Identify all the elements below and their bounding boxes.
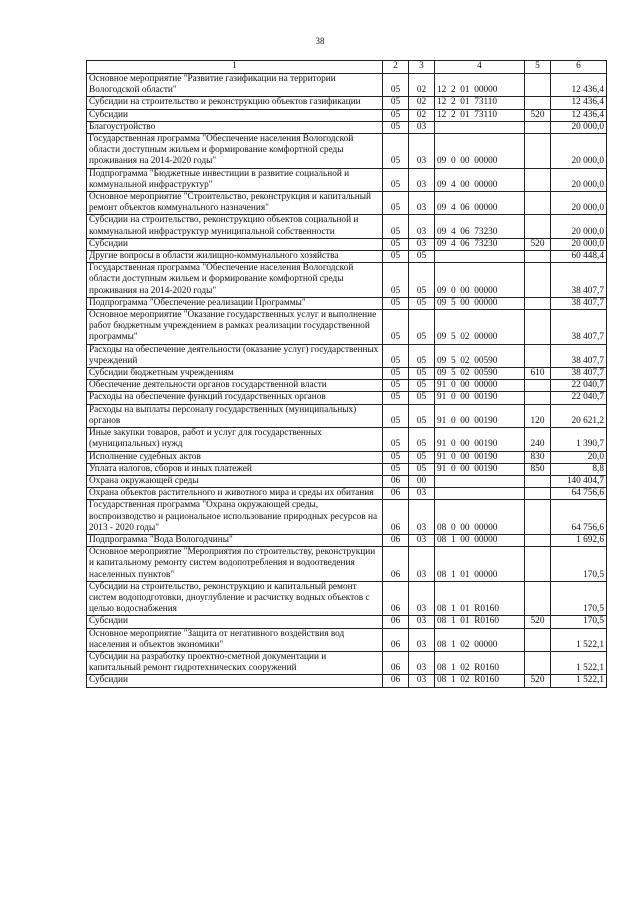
section-code-cell: 06 bbox=[383, 488, 409, 500]
table-row bbox=[87, 488, 607, 500]
table-row bbox=[87, 392, 607, 404]
subsection-code-cell: 05 bbox=[409, 380, 435, 392]
expense-type-code-cell bbox=[525, 488, 551, 500]
section-code-cell: 05 bbox=[383, 74, 409, 97]
table-row bbox=[87, 534, 607, 546]
section-code-cell: 05 bbox=[383, 344, 409, 367]
expense-type-code-cell: 850 bbox=[525, 463, 551, 475]
row-name-cell: Расходы на выплаты персоналу государственных (муниципальных) органов bbox=[87, 404, 383, 427]
amount-cell: 8,8 bbox=[551, 463, 607, 475]
subsection-code-cell: 03 bbox=[409, 628, 435, 651]
table-row bbox=[87, 380, 607, 392]
table-row bbox=[87, 451, 607, 463]
subsection-code-cell: 05 bbox=[409, 297, 435, 309]
section-code-cell: 05 bbox=[383, 392, 409, 404]
row-name-cell: Расходы на обеспечение деятельности (оказание услуг) государственных учреждений bbox=[87, 344, 383, 367]
target-article-code-cell bbox=[435, 121, 525, 133]
subsection-code-cell: 02 bbox=[409, 74, 435, 97]
expense-type-code-cell: 520 bbox=[525, 238, 551, 250]
expense-type-code-cell bbox=[525, 121, 551, 133]
column-header: 6 bbox=[551, 61, 607, 74]
amount-cell: 38 407,7 bbox=[551, 368, 607, 380]
amount-cell: 20 000,0 bbox=[551, 168, 607, 191]
target-article-code-cell: 09 5 02 00590 bbox=[435, 344, 525, 367]
target-article-code-cell: 09 4 06 73230 bbox=[435, 215, 525, 238]
table-row bbox=[87, 168, 607, 191]
target-article-code-cell: 09 5 02 00590 bbox=[435, 368, 525, 380]
subsection-code-cell: 02 bbox=[409, 109, 435, 121]
subsection-code-cell: 05 bbox=[409, 251, 435, 263]
amount-cell: 38 407,7 bbox=[551, 310, 607, 345]
budget-table bbox=[86, 60, 607, 688]
subsection-code-cell: 05 bbox=[409, 451, 435, 463]
table-row bbox=[87, 297, 607, 309]
section-code-cell: 06 bbox=[383, 547, 409, 582]
subsection-code-cell: 05 bbox=[409, 428, 435, 451]
expense-type-code-cell bbox=[525, 97, 551, 109]
column-header: 1 bbox=[87, 61, 383, 74]
subsection-code-cell: 02 bbox=[409, 97, 435, 109]
subsection-code-cell: 05 bbox=[409, 368, 435, 380]
amount-cell: 12 436,4 bbox=[551, 109, 607, 121]
subsection-code-cell: 03 bbox=[409, 121, 435, 133]
target-article-code-cell: 91 0 00 00000 bbox=[435, 380, 525, 392]
expense-type-code-cell bbox=[525, 168, 551, 191]
section-code-cell: 05 bbox=[383, 238, 409, 250]
expense-type-code-cell bbox=[525, 263, 551, 298]
expense-type-code-cell: 520 bbox=[525, 616, 551, 628]
target-article-code-cell: 09 4 06 73230 bbox=[435, 238, 525, 250]
subsection-code-cell: 05 bbox=[409, 392, 435, 404]
row-name-cell: Уплата налогов, сборов и иных платежей bbox=[87, 463, 383, 475]
table-row bbox=[87, 616, 607, 628]
section-code-cell: 05 bbox=[383, 463, 409, 475]
amount-cell: 20 000,0 bbox=[551, 134, 607, 169]
section-code-cell: 05 bbox=[383, 168, 409, 191]
section-code-cell: 05 bbox=[383, 451, 409, 463]
page-number: 38 bbox=[315, 36, 325, 46]
row-name-cell: Другие вопросы в области жилищно-коммунального хозяйства bbox=[87, 251, 383, 263]
subsection-code-cell: 05 bbox=[409, 404, 435, 427]
expense-type-code-cell bbox=[525, 547, 551, 582]
expense-type-code-cell bbox=[525, 500, 551, 535]
expense-type-code-cell bbox=[525, 310, 551, 345]
row-name-cell: Основное мероприятие "Строительство, реконструкция и капитальный ремонт объектов коммунального назначения" bbox=[87, 192, 383, 215]
row-name-cell: Субсидии на строительство, реконструкцию объектов социальной и коммунальной инфраструктур муниципальной собственности bbox=[87, 215, 383, 238]
target-article-code-cell: 08 1 00 00000 bbox=[435, 534, 525, 546]
table-row bbox=[87, 310, 607, 345]
subsection-code-cell: 00 bbox=[409, 475, 435, 487]
section-code-cell: 05 bbox=[383, 380, 409, 392]
target-article-code-cell: 12 2 01 73110 bbox=[435, 109, 525, 121]
row-name-cell: Исполнение судебных актов bbox=[87, 451, 383, 463]
target-article-code-cell: 91 0 00 00190 bbox=[435, 463, 525, 475]
expense-type-code-cell bbox=[525, 297, 551, 309]
row-name-cell: Подпрограмма "Вода Вологодчины" bbox=[87, 534, 383, 546]
table-row bbox=[87, 547, 607, 582]
row-name-cell: Государственная программа "Обеспечение населения Вологодской области доступным жильем и формирование комфортной среды проживания на 2014-2020 годы" bbox=[87, 263, 383, 298]
section-code-cell: 06 bbox=[383, 534, 409, 546]
target-article-code-cell: 09 5 00 00000 bbox=[435, 297, 525, 309]
expense-type-code-cell: 610 bbox=[525, 368, 551, 380]
table-row bbox=[87, 475, 607, 487]
target-article-code-cell: 08 1 02 00000 bbox=[435, 628, 525, 651]
row-name-cell: Субсидии bbox=[87, 109, 383, 121]
subsection-code-cell: 03 bbox=[409, 651, 435, 674]
target-article-code-cell: 91 0 00 00190 bbox=[435, 428, 525, 451]
amount-cell: 20 000,0 bbox=[551, 215, 607, 238]
amount-cell: 20 621,2 bbox=[551, 404, 607, 427]
amount-cell: 170,5 bbox=[551, 547, 607, 582]
row-name-cell: Субсидии bbox=[87, 675, 383, 687]
table-row bbox=[87, 192, 607, 215]
table-header-row bbox=[87, 61, 607, 74]
subsection-code-cell: 05 bbox=[409, 310, 435, 345]
expense-type-code-cell bbox=[525, 344, 551, 367]
target-article-code-cell: 12 2 01 73110 bbox=[435, 97, 525, 109]
amount-cell: 20,0 bbox=[551, 451, 607, 463]
expense-type-code-cell bbox=[525, 628, 551, 651]
target-article-code-cell: 08 1 01 R0160 bbox=[435, 616, 525, 628]
section-code-cell: 05 bbox=[383, 310, 409, 345]
table-row bbox=[87, 74, 607, 97]
table-row bbox=[87, 97, 607, 109]
row-name-cell: Субсидии на разработку проектно-сметной документации и капитальный ремонт гидротехнических сооружений bbox=[87, 651, 383, 674]
subsection-code-cell: 03 bbox=[409, 238, 435, 250]
amount-cell: 22 040,7 bbox=[551, 392, 607, 404]
table-row bbox=[87, 121, 607, 133]
expense-type-code-cell: 520 bbox=[525, 675, 551, 687]
subsection-code-cell: 03 bbox=[409, 192, 435, 215]
amount-cell: 38 407,7 bbox=[551, 263, 607, 298]
section-code-cell: 06 bbox=[383, 500, 409, 535]
subsection-code-cell: 05 bbox=[409, 463, 435, 475]
table-row bbox=[87, 368, 607, 380]
column-header: 4 bbox=[435, 61, 525, 74]
target-article-code-cell bbox=[435, 488, 525, 500]
target-article-code-cell: 91 0 00 00190 bbox=[435, 392, 525, 404]
expense-type-code-cell bbox=[525, 74, 551, 97]
expense-type-code-cell bbox=[525, 475, 551, 487]
row-name-cell: Основное мероприятие "Развитие газификации на территории Вологодской области" bbox=[87, 74, 383, 97]
amount-cell: 1 692,6 bbox=[551, 534, 607, 546]
table-row bbox=[87, 628, 607, 651]
target-article-code-cell: 08 1 01 R0160 bbox=[435, 581, 525, 616]
amount-cell: 140 404,7 bbox=[551, 475, 607, 487]
section-code-cell: 06 bbox=[383, 675, 409, 687]
section-code-cell: 06 bbox=[383, 616, 409, 628]
row-name-cell: Благоустройство bbox=[87, 121, 383, 133]
section-code-cell: 05 bbox=[383, 215, 409, 238]
amount-cell: 12 436,4 bbox=[551, 97, 607, 109]
amount-cell: 38 407,7 bbox=[551, 344, 607, 367]
subsection-code-cell: 03 bbox=[409, 616, 435, 628]
row-name-cell: Охрана окружающей среды bbox=[87, 475, 383, 487]
subsection-code-cell: 03 bbox=[409, 488, 435, 500]
subsection-code-cell: 03 bbox=[409, 581, 435, 616]
column-header: 2 bbox=[383, 61, 409, 74]
amount-cell: 20 000,0 bbox=[551, 238, 607, 250]
target-article-code-cell: 08 0 00 00000 bbox=[435, 500, 525, 535]
row-name-cell: Подпрограмма "Обеспечение реализации Программы" bbox=[87, 297, 383, 309]
amount-cell: 12 436,4 bbox=[551, 74, 607, 97]
table-row bbox=[87, 675, 607, 687]
amount-cell: 22 040,7 bbox=[551, 380, 607, 392]
row-name-cell: Основное мероприятие "Оказание государственных услуг и выполнение работ бюджетным учреждением в рамках реализации государственной программы" bbox=[87, 310, 383, 345]
subsection-code-cell: 03 bbox=[409, 500, 435, 535]
subsection-code-cell: 03 bbox=[409, 675, 435, 687]
expense-type-code-cell bbox=[525, 581, 551, 616]
section-code-cell: 05 bbox=[383, 134, 409, 169]
amount-cell: 1 522,1 bbox=[551, 628, 607, 651]
section-code-cell: 05 bbox=[383, 251, 409, 263]
target-article-code-cell: 91 0 00 00190 bbox=[435, 451, 525, 463]
target-article-code-cell: 08 1 02 R0160 bbox=[435, 651, 525, 674]
target-article-code-cell: 91 0 00 00190 bbox=[435, 404, 525, 427]
target-article-code-cell: 12 2 01 00000 bbox=[435, 74, 525, 97]
target-article-code-cell: 09 0 00 00000 bbox=[435, 263, 525, 298]
table-row bbox=[87, 500, 607, 535]
row-name-cell: Государственная программа "Охрана окружающей среды, воспроизводство и рациональное использование природных ресурсов на 2013 - 2020 годы" bbox=[87, 500, 383, 535]
amount-cell: 60 448,4 bbox=[551, 251, 607, 263]
table-row bbox=[87, 251, 607, 263]
row-name-cell: Иные закупки товаров, работ и услуг для государственных (муниципальных) нужд bbox=[87, 428, 383, 451]
amount-cell: 64 756,6 bbox=[551, 500, 607, 535]
column-header: 5 bbox=[525, 61, 551, 74]
section-code-cell: 05 bbox=[383, 97, 409, 109]
subsection-code-cell: 03 bbox=[409, 134, 435, 169]
amount-cell: 38 407,7 bbox=[551, 297, 607, 309]
row-name-cell: Охрана объектов растительного и животного мира и среды их обитания bbox=[87, 488, 383, 500]
row-name-cell: Субсидии на строительство и реконструкцию объектов газификации bbox=[87, 97, 383, 109]
table-row bbox=[87, 581, 607, 616]
target-article-code-cell bbox=[435, 251, 525, 263]
expense-type-code-cell bbox=[525, 380, 551, 392]
section-code-cell: 05 bbox=[383, 404, 409, 427]
row-name-cell: Основное мероприятие "Мероприятия по строительству, реконструкции и капитальному ремонту систем водопотребления и водоотведения населенных пунктов" bbox=[87, 547, 383, 582]
expense-type-code-cell: 240 bbox=[525, 428, 551, 451]
column-header: 3 bbox=[409, 61, 435, 74]
expense-type-code-cell bbox=[525, 651, 551, 674]
expense-type-code-cell bbox=[525, 215, 551, 238]
subsection-code-cell: 05 bbox=[409, 344, 435, 367]
amount-cell: 1 522,1 bbox=[551, 675, 607, 687]
target-article-code-cell: 09 5 02 00000 bbox=[435, 310, 525, 345]
table-row bbox=[87, 344, 607, 367]
amount-cell: 20 000,0 bbox=[551, 121, 607, 133]
table-row bbox=[87, 263, 607, 298]
target-article-code-cell: 09 0 00 00000 bbox=[435, 134, 525, 169]
expense-type-code-cell bbox=[525, 134, 551, 169]
table-row bbox=[87, 651, 607, 674]
row-name-cell: Обеспечение деятельности органов государственной власти bbox=[87, 380, 383, 392]
target-article-code-cell bbox=[435, 475, 525, 487]
table-row bbox=[87, 428, 607, 451]
amount-cell: 1 522,1 bbox=[551, 651, 607, 674]
target-article-code-cell: 09 4 00 00000 bbox=[435, 168, 525, 191]
amount-cell: 1 390,7 bbox=[551, 428, 607, 451]
section-code-cell: 06 bbox=[383, 651, 409, 674]
table-row bbox=[87, 134, 607, 169]
row-name-cell: Расходы на обеспечение функций государственных органов bbox=[87, 392, 383, 404]
expense-type-code-cell: 120 bbox=[525, 404, 551, 427]
expense-type-code-cell bbox=[525, 392, 551, 404]
section-code-cell: 06 bbox=[383, 581, 409, 616]
section-code-cell: 05 bbox=[383, 109, 409, 121]
subsection-code-cell: 03 bbox=[409, 215, 435, 238]
expense-type-code-cell: 830 bbox=[525, 451, 551, 463]
amount-cell: 170,5 bbox=[551, 581, 607, 616]
subsection-code-cell: 03 bbox=[409, 168, 435, 191]
section-code-cell: 05 bbox=[383, 192, 409, 215]
expense-type-code-cell: 520 bbox=[525, 109, 551, 121]
subsection-code-cell: 03 bbox=[409, 534, 435, 546]
expense-type-code-cell bbox=[525, 534, 551, 546]
subsection-code-cell: 03 bbox=[409, 547, 435, 582]
table-row bbox=[87, 463, 607, 475]
target-article-code-cell: 08 1 02 R0160 bbox=[435, 675, 525, 687]
row-name-cell: Основное мероприятие "Защита от негативного воздействия вод населения и объектов экономики" bbox=[87, 628, 383, 651]
row-name-cell: Государственная программа "Обеспечение населения Вологодской области доступным жильем и формирование комфортной среды проживания на 2014-2020 годы" bbox=[87, 134, 383, 169]
section-code-cell: 06 bbox=[383, 475, 409, 487]
target-article-code-cell: 09 4 06 00000 bbox=[435, 192, 525, 215]
table-row bbox=[87, 109, 607, 121]
table-row bbox=[87, 404, 607, 427]
section-code-cell: 05 bbox=[383, 428, 409, 451]
table-row bbox=[87, 215, 607, 238]
target-article-code-cell: 08 1 01 00000 bbox=[435, 547, 525, 582]
row-name-cell: Субсидии на строительство, реконструкцию и капитальный ремонт систем водоподготовки, дноуглубление и расчистку водных объектов с целью водоснабжения bbox=[87, 581, 383, 616]
table-row bbox=[87, 238, 607, 250]
subsection-code-cell: 05 bbox=[409, 263, 435, 298]
row-name-cell: Субсидии бюджетным учреждениям bbox=[87, 368, 383, 380]
expense-type-code-cell bbox=[525, 251, 551, 263]
expense-type-code-cell bbox=[525, 192, 551, 215]
section-code-cell: 06 bbox=[383, 628, 409, 651]
section-code-cell: 05 bbox=[383, 263, 409, 298]
row-name-cell: Субсидии bbox=[87, 616, 383, 628]
amount-cell: 170,5 bbox=[551, 616, 607, 628]
section-code-cell: 05 bbox=[383, 121, 409, 133]
row-name-cell: Субсидии bbox=[87, 238, 383, 250]
amount-cell: 64 756,6 bbox=[551, 488, 607, 500]
section-code-cell: 05 bbox=[383, 297, 409, 309]
amount-cell: 20 000,0 bbox=[551, 192, 607, 215]
section-code-cell: 05 bbox=[383, 368, 409, 380]
row-name-cell: Подпрограмма "Бюджетные инвестиции в развитие социальной и коммунальной инфраструктур" bbox=[87, 168, 383, 191]
